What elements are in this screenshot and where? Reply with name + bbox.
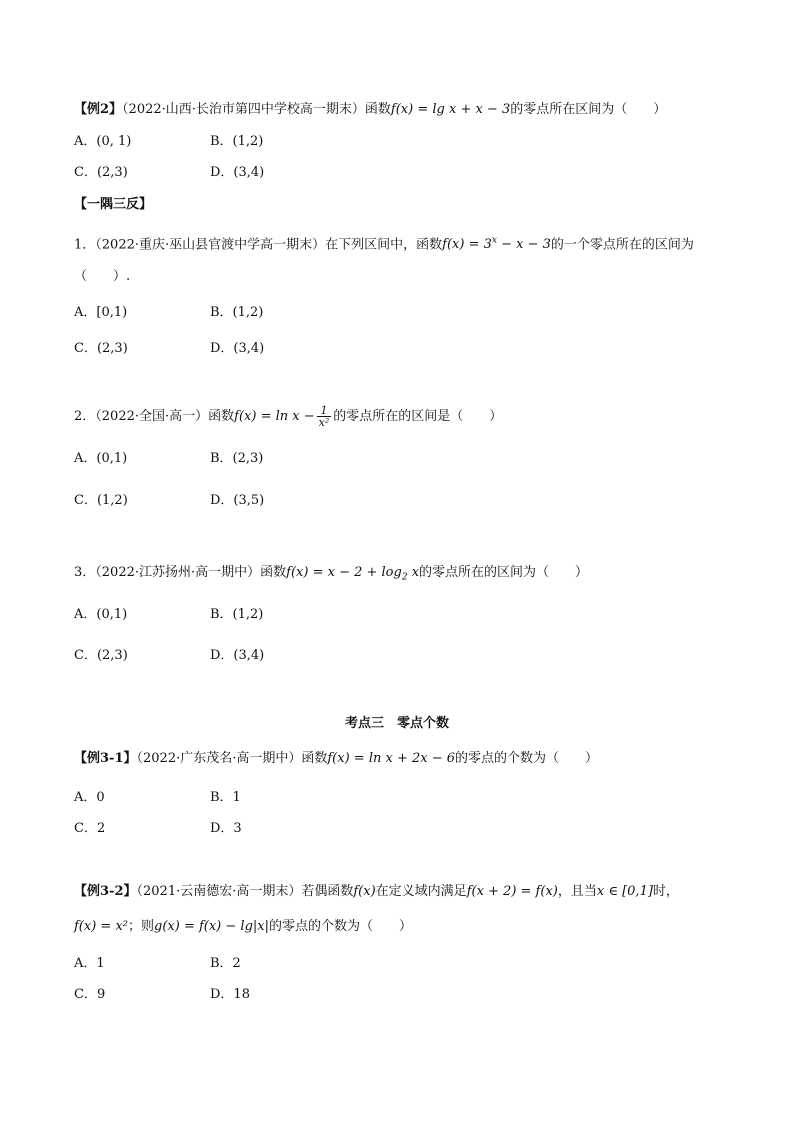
practice-heading: 【一隅三反】 [74, 197, 153, 212]
q2-frac-den: x² [318, 416, 330, 429]
example3-2-option-a: A．1 [74, 956, 105, 971]
q1-option-c: C．(2,3) [74, 341, 128, 356]
q2-fraction [317, 405, 332, 428]
example3-1-source: （2022·广东茂名·高一期中） [136, 751, 302, 766]
example3-2-option-b: B．2 [210, 956, 241, 971]
q1-number: 1． [74, 237, 96, 253]
example3-1-option-a: A．0 [74, 790, 105, 805]
example3-1-option-d: D．3 [210, 821, 242, 836]
q3-stem-post: 的零点所在的区间为（ ） [419, 565, 589, 580]
q2-stem-pre: 函数 [208, 409, 235, 424]
q1-formula-fx: f(x) = 3 [442, 237, 492, 253]
q3-source: （2022·江苏扬州·高一期中） [95, 565, 261, 580]
q1-formula [442, 237, 551, 252]
q2-frac-num: 1 [317, 405, 332, 417]
example3-2-line2-formula: f(x) = x² [74, 919, 128, 934]
q2-stem-post: 的零点所在的区间是（ ） [333, 409, 503, 424]
example3-2-line1-eq: f(x + 2) = f(x) [466, 884, 558, 899]
example3-2-line2 [74, 918, 412, 936]
example2-source: （2022·山西·长治市第四中学校高一期末） [122, 102, 365, 117]
example3-2-line2-g: g(x) = f(x) − lg|x| [154, 919, 269, 934]
example2-stem-pre: 函数 [364, 102, 391, 117]
example3-1-stem-post: 的零点的个数为（ ） [455, 751, 599, 766]
q3-option-d: D．(3,4) [210, 648, 265, 663]
q1-option-a: A．[0,1) [74, 305, 128, 320]
example3-2-line1-mid: 在定义域内满足 [375, 884, 467, 899]
example3-1-formula: f(x) = ln x + 2x − 6 [327, 751, 456, 766]
example3-1-stem [74, 750, 598, 768]
q1-stem-post: 的一个零点所在的区间为 [550, 237, 694, 253]
example3-2-option-d: D．18 [210, 987, 250, 1002]
q1-option-b: B．(1,2) [210, 305, 264, 320]
q2-option-d: D．(3,5) [210, 493, 265, 508]
example3-2-line1-cond: x ∈ [0,1] [596, 884, 653, 899]
example2-option-a: A．(0, 1) [74, 134, 132, 149]
q1-stem-line2: （ ）. [74, 269, 131, 284]
q2-number: 2． [74, 409, 96, 424]
example3-2-line1 [74, 883, 679, 901]
q3-formula-right: x [407, 565, 420, 580]
example2-stem [74, 101, 666, 119]
q3-formula-left: f(x) = x − 2 + log [286, 565, 402, 580]
q1-option-d: D．(3,4) [210, 341, 265, 356]
example3-1-tag: 【例3-1】 [74, 751, 137, 766]
q3-option-a: A．(0,1) [74, 607, 128, 622]
example2-option-b: B．(1,2) [210, 134, 264, 149]
q3-number: 3． [74, 565, 96, 580]
q3-stem [74, 564, 588, 587]
example3-2-line1-post: ，且当 [557, 884, 597, 899]
example3-1-option-c: C．2 [74, 821, 106, 836]
q3-option-c: C．(2,3) [74, 648, 128, 663]
q1-formula-rest: − x − 3 [496, 237, 551, 253]
example2-stem-post: 的零点所在区间为（ ） [510, 102, 667, 117]
q2-option-b: B．(2,3) [210, 451, 264, 466]
section3-title: 考点三 零点个数 [344, 716, 449, 731]
q1-stem-pre: 在下列区间中，函数 [325, 237, 443, 253]
example3-2-line1-pre: 若偶函数 [301, 884, 354, 899]
q2-formula-left: f(x) = ln x − [234, 409, 315, 424]
example2-tag: 【例2】 [74, 102, 123, 117]
q3-stem-pre: 函数 [260, 565, 287, 580]
q3-formula-sub: 2 [401, 572, 408, 583]
q2-option-a: A．(0,1) [74, 451, 128, 466]
example3-2-line1-end: 时， [652, 884, 679, 899]
example3-2-option-c: C．9 [74, 987, 106, 1002]
example3-2-line2-mid: ；则 [128, 919, 155, 934]
q2-source: （2022·全国·高一） [95, 409, 209, 424]
example3-1-stem-pre: 函数 [301, 751, 328, 766]
q1-source: （2022·重庆·巫山县官渡中学高一期末） [95, 237, 326, 253]
example3-2-source: （2021·云南德宏·高一期末） [136, 884, 302, 899]
example2-option-d: D．(3,4) [210, 165, 265, 180]
example2-formula: f(x) = lg x + x − 3 [390, 102, 511, 117]
q3-formula [286, 565, 420, 583]
q1-formula-exp: x [491, 236, 497, 246]
example3-1-option-b: B．1 [210, 790, 241, 805]
example2-option-c: C．(2,3) [74, 165, 128, 180]
q1-stem [74, 232, 694, 254]
example3-2-line2-post: 的零点的个数为（ ） [268, 919, 412, 934]
q2-stem [74, 403, 502, 431]
q3-option-b: B．(1,2) [210, 607, 264, 622]
q2-option-c: C．(1,2) [74, 493, 128, 508]
example3-2-tag: 【例3-2】 [74, 884, 137, 899]
example3-2-line1-f: f(x) [353, 884, 376, 899]
